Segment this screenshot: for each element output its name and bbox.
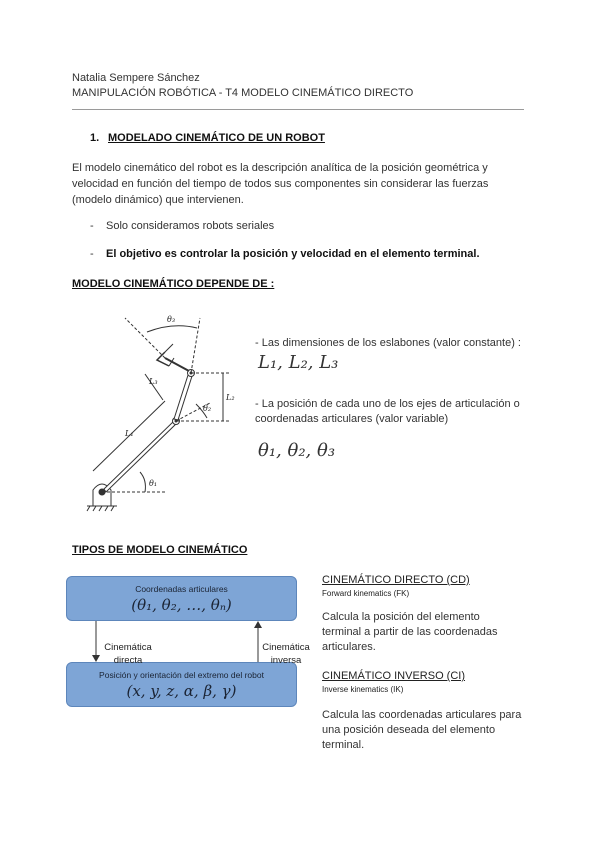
cd-text: Calcula la posición del elemento terminal a partir de las coordenadas articulares.	[322, 611, 498, 653]
section1-title: MODELADO CINEMÁTICO DE UN ROBOT	[108, 132, 325, 144]
cd-subtitle: Forward kinematics (FK)	[322, 589, 410, 598]
gripper-ref	[125, 318, 165, 358]
l3-label: L₃	[149, 377, 158, 386]
theta1-arc	[140, 472, 145, 492]
bullet-objective	[90, 248, 480, 260]
joint-coordinates-box	[66, 576, 297, 621]
forward-arrow-label	[100, 641, 156, 667]
inverse-arrow-label	[258, 641, 314, 667]
dimension-item-text: - Las dimensiones de los eslabones (valor constante) :	[255, 337, 521, 349]
inverse-arrow-line2: inversa	[270, 655, 302, 666]
bullet-text: Solo consideramos robots seriales	[106, 220, 275, 232]
robot-arm-figure	[85, 308, 260, 513]
theta3-arc	[147, 326, 197, 332]
ci-subtitle: Inverse kinematics (IK)	[322, 685, 404, 694]
link-3	[165, 358, 189, 371]
ground-hatch	[87, 506, 114, 511]
theta2-label: θ₂	[203, 404, 212, 413]
end-effector-box	[66, 662, 297, 707]
link-2	[174, 372, 193, 420]
joint-coordinates-math: (θ₁, θ₂, …, θₙ)	[131, 596, 232, 614]
forward-arrow-line1: Cinemática	[104, 642, 152, 653]
l2-label: L₂	[226, 393, 235, 402]
header-divider	[72, 109, 524, 110]
theta3-ref	[191, 318, 200, 373]
bullet-text: El objetivo es controlar la posición y velocidad en el elemento terminal.	[106, 248, 480, 260]
joint-coordinates-label: Coordenadas articulares	[135, 584, 228, 594]
l1-label: L₁	[125, 429, 134, 438]
forward-arrow-line2: directa	[113, 655, 143, 666]
ci-title: CINEMÁTICO INVERSO (CI)	[322, 670, 466, 682]
dimension-item-math: L₁, L₂, L₃	[258, 352, 339, 373]
bullet-serial	[90, 220, 274, 232]
arrow-down-icon	[92, 655, 100, 662]
end-effector-label: Posición y orientación del extremo del robot	[99, 670, 264, 680]
header-subject: MANIPULACIÓN ROBÓTICA - T4 MODELO CINEMÁTICO DIRECTO	[72, 87, 414, 99]
ci-text: Calcula las coordenadas articulares para una posición deseada del elemento terminal.	[322, 709, 522, 751]
section1-paragraph: El modelo cinemático del robot es la descripción analítica de la posición geométrica y velocidad en función del tiempo de todos sus componentes sin considerar las fuerzas (modelo dinámico) que intervienen.	[72, 162, 489, 206]
joint-item-text: - La posición de cada uno de los ejes de articulación o coordenadas articulares (valor variable)	[255, 398, 520, 425]
inverse-arrow-line1: Cinemática	[262, 642, 310, 653]
cd-title: CINEMÁTICO DIRECTO (CD)	[322, 574, 470, 586]
link-1	[104, 419, 178, 492]
theta3-label: θ₃	[167, 315, 176, 324]
header-author: Natalia Sempere Sánchez	[72, 72, 200, 84]
section2-title: MODELO CINEMÁTICO DEPENDE DE :	[72, 278, 275, 290]
theta1-label: θ₁	[149, 479, 158, 488]
end-effector-math: (x, y, z, α, β, γ)	[126, 682, 237, 700]
section3-title: TIPOS DE MODELO CINEMÁTICO	[72, 544, 248, 556]
section1-number: 1.	[90, 132, 100, 144]
arrow-up-icon	[254, 621, 262, 628]
bullet-dash: -	[90, 248, 94, 260]
joint-item-math: θ₁, θ₂, θ₃	[258, 440, 336, 461]
bullet-dash: -	[90, 220, 94, 232]
